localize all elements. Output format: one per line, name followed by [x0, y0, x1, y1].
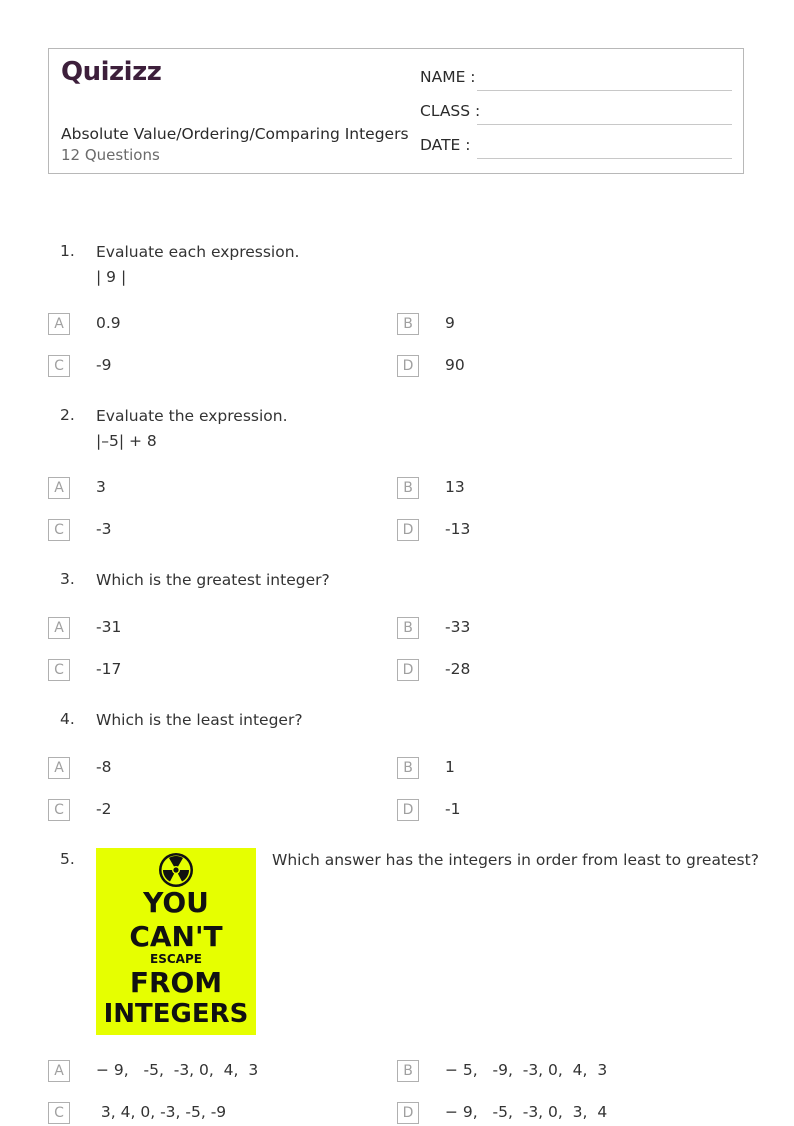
option-letter: B: [397, 313, 419, 335]
question-number: 1.: [60, 242, 75, 260]
option-text: − 9, -5, -3, 0, 4, 3: [96, 1061, 259, 1079]
option-letter: A: [48, 477, 70, 499]
option-letter: B: [397, 1060, 419, 1082]
date-label: DATE :: [420, 136, 471, 154]
name-label: NAME :: [420, 68, 476, 86]
class-label: CLASS :: [420, 102, 481, 120]
question-number: 2.: [60, 406, 75, 424]
question-text: [272, 848, 759, 873]
question-image: [96, 848, 256, 1035]
option-letter: A: [48, 757, 70, 779]
option-text: 13: [445, 478, 465, 496]
option-text: -33: [445, 618, 471, 636]
question-number: 4.: [60, 710, 75, 728]
option-text: 3: [96, 478, 106, 496]
option-text: -8: [96, 758, 112, 776]
worksheet-header: [48, 48, 744, 174]
option-text: -28: [445, 660, 471, 678]
poster-line: YOU: [143, 886, 209, 919]
option-letter: C: [48, 659, 70, 681]
question-line: Which is the least integer?: [96, 711, 303, 729]
option-letter: A: [48, 313, 70, 335]
question-text: [96, 240, 299, 290]
option-letter: C: [48, 799, 70, 821]
option-text: -1: [445, 800, 461, 818]
question-line: | 9 |: [96, 268, 127, 286]
question-line: Which is the greatest integer?: [96, 571, 330, 589]
poster-line: FROM: [129, 966, 223, 999]
question-text: [96, 708, 303, 733]
option-text: 1: [445, 758, 455, 776]
worksheet-title: Absolute Value/Ordering/Comparing Integers: [61, 125, 409, 143]
option-text: -3: [96, 520, 112, 538]
option-letter: A: [48, 1060, 70, 1082]
question-line: Evaluate each expression.: [96, 243, 300, 261]
option-text: -2: [96, 800, 112, 818]
quizizz-logo: Quizizz: [61, 57, 162, 87]
option-letter: B: [397, 617, 419, 639]
option-text: -13: [445, 520, 471, 538]
option-text: − 9, -5, -3, 0, 3, 4: [445, 1103, 608, 1121]
question-number: 3.: [60, 570, 75, 588]
poster-line: INTEGERS: [103, 999, 249, 1029]
option-letter: C: [48, 1102, 70, 1124]
class-line[interactable]: [477, 124, 732, 125]
question-number: 5.: [60, 850, 75, 868]
option-text: 9: [445, 314, 455, 332]
option-text: -9: [96, 356, 112, 374]
question-line: Which answer has the integers in order from least to greatest?: [272, 851, 759, 869]
question-text: [96, 568, 330, 593]
option-letter: D: [397, 659, 419, 681]
poster-line: ESCAPE: [150, 952, 202, 966]
date-line[interactable]: [477, 158, 732, 159]
option-text: 0.9: [96, 314, 121, 332]
question-count: 12 Questions: [61, 146, 160, 164]
radiation-icon: [158, 852, 194, 888]
question-line: Evaluate the expression.: [96, 407, 288, 425]
option-letter: D: [397, 1102, 419, 1124]
option-text: -31: [96, 618, 122, 636]
name-line[interactable]: [477, 90, 732, 91]
option-letter: B: [397, 477, 419, 499]
question-text: [96, 404, 288, 454]
option-letter: D: [397, 799, 419, 821]
option-text: 90: [445, 356, 465, 374]
option-letter: D: [397, 355, 419, 377]
option-letter: A: [48, 617, 70, 639]
option-letter: B: [397, 757, 419, 779]
option-text: − 5, -9, -3, 0, 4, 3: [445, 1061, 608, 1079]
option-letter: C: [48, 355, 70, 377]
question-line: |–5| + 8: [96, 432, 157, 450]
option-letter: C: [48, 519, 70, 541]
option-text: 3, 4, 0, -3, -5, -9: [96, 1103, 227, 1121]
option-text: -17: [96, 660, 122, 678]
option-letter: D: [397, 519, 419, 541]
poster-line: CAN'T: [129, 920, 223, 953]
